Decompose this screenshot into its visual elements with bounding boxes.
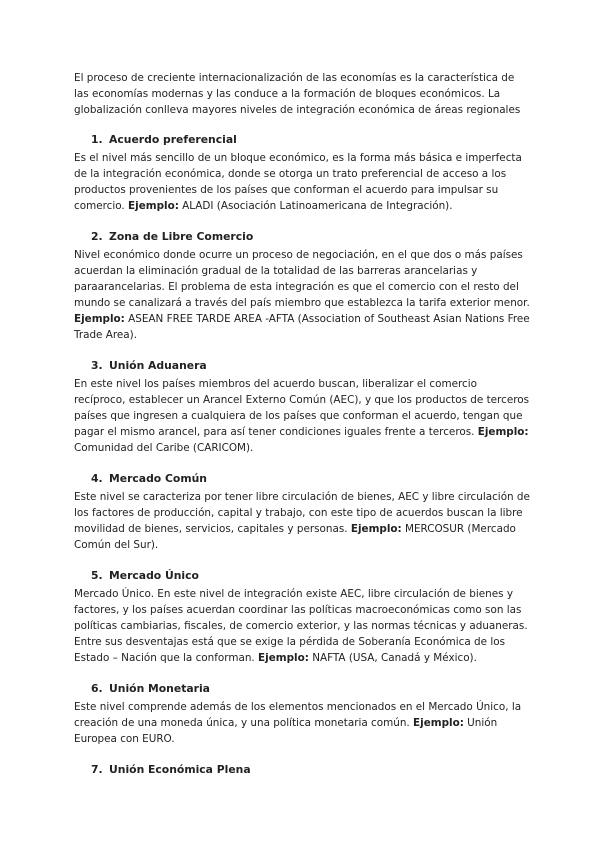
section-description: Mercado Único. En este nivel de integración existe AEC, libre circulación de bienes y factores, y los países acuerdan coordinar las políticas macroeconómicas como son las políticas cambiarias, fiscales, de comercio exterior, y las normas técnicas y aduaneras. Entre sus desventajas está que se exige la pérdida de Soberanía Económica de los Estado – Nación que la conforman. — [74, 588, 528, 664]
section-text — [74, 247, 530, 343]
section-title: Acuerdo preferencial — [109, 133, 237, 146]
section-heading — [91, 132, 530, 148]
section-number: 3. — [91, 359, 103, 372]
section-union-aduanera — [74, 358, 530, 456]
example-text: Unión Europea con EURO. — [74, 717, 498, 745]
example-text: ALADI (Asociación Latinoamericana de Integración). — [182, 200, 453, 212]
example-text: Comunidad del Caribe (CARICOM). — [74, 442, 254, 454]
section-description: Este nivel comprende además de los elementos mencionados en el Mercado Único, la creación de una moneda única, y una política monetaria común. — [74, 701, 522, 729]
section-heading — [91, 358, 530, 374]
section-description: Es el nivel más sencillo de un bloque económico, es la forma más básica e imperfecta de la integración económica, donde se otorga un trato preferencial de acceso a los productos provenientes de los países que conforman el acuerdo para impulsar su comercio. — [74, 152, 522, 212]
section-title: Mercado Común — [109, 472, 207, 485]
section-mercado-comun — [74, 471, 530, 553]
section-number: 4. — [91, 472, 103, 485]
section-text — [74, 489, 530, 553]
example-label: Ejemplo: — [350, 523, 402, 535]
section-text — [74, 376, 530, 456]
section-description: Este nivel se caracteriza por tener libre circulación de bienes, AEC y libre circulación de los factores de producción, capital y trabajo, con este tipo de acuerdos buscan la libre movilidad de bienes, servicios, capitales y personas. — [74, 491, 530, 535]
section-number: 1. — [91, 133, 103, 146]
section-description: Nivel económico donde ocurre un proceso de negociación, en el que dos o más países acuerdan la eliminación gradual de la totalidad de las barreras arancelarias y paraarancelarias. El problema de esta integración es que el comercio con el resto del mundo se canalizará a través del país miembro que establezca la tarifa exterior menor. — [74, 249, 530, 309]
section-union-economica-plena — [74, 762, 530, 778]
section-number: 7. — [91, 763, 103, 776]
section-title: Unión Aduanera — [109, 359, 207, 372]
example-label: Ejemplo: — [413, 717, 464, 729]
section-heading — [91, 681, 530, 697]
section-mercado-unico — [74, 568, 530, 666]
section-title: Unión Monetaria — [109, 682, 210, 695]
section-text — [74, 699, 530, 747]
example-label: Ejemplo: — [258, 652, 309, 664]
section-zona-libre-comercio — [74, 229, 530, 343]
section-number: 5. — [91, 569, 103, 582]
section-title: Unión Económica Plena — [109, 763, 251, 776]
section-heading — [91, 229, 530, 245]
example-label: Ejemplo: — [128, 200, 179, 212]
section-heading — [91, 471, 530, 487]
example-text: ASEAN FREE TARDE AREA -AFTA (Association of Southeast Asian Nations Free Trade Area). — [74, 313, 530, 341]
section-text — [74, 150, 530, 214]
section-union-monetaria — [74, 681, 530, 747]
section-heading — [91, 762, 530, 778]
section-text — [74, 586, 530, 666]
document-page — [74, 70, 530, 793]
section-acuerdo-preferencial — [74, 132, 530, 214]
section-number: 2. — [91, 230, 103, 243]
example-text: NAFTA (USA, Canadá y México). — [312, 652, 477, 664]
section-heading — [91, 568, 530, 584]
section-description: En este nivel los países miembros del acuerdo buscan, liberalizar el comercio recíproco, establecer un Arancel Externo Común (AEC), y que los productos de terceros países que ingresen a cualquiera de los países que conforman el acuerdo, tengan que pagar el mismo arancel, para así tener condiciones iguales frente a terceros. — [74, 378, 530, 438]
example-label: Ejemplo: — [74, 313, 125, 325]
intro-paragraph: El proceso de creciente internacionalización de las economías es la característica de las economías modernas y las conduce a la formación de bloques económicos. La globalización conlleva mayores niveles de integración económica de áreas regionales — [74, 72, 521, 116]
section-title: Mercado Único — [109, 569, 199, 582]
section-number: 6. — [91, 682, 103, 695]
example-label: Ejemplo: — [477, 426, 529, 438]
example-text: MERCOSUR (Mercado Común del Sur). — [74, 523, 516, 551]
section-title: Zona de Libre Comercio — [109, 230, 254, 243]
